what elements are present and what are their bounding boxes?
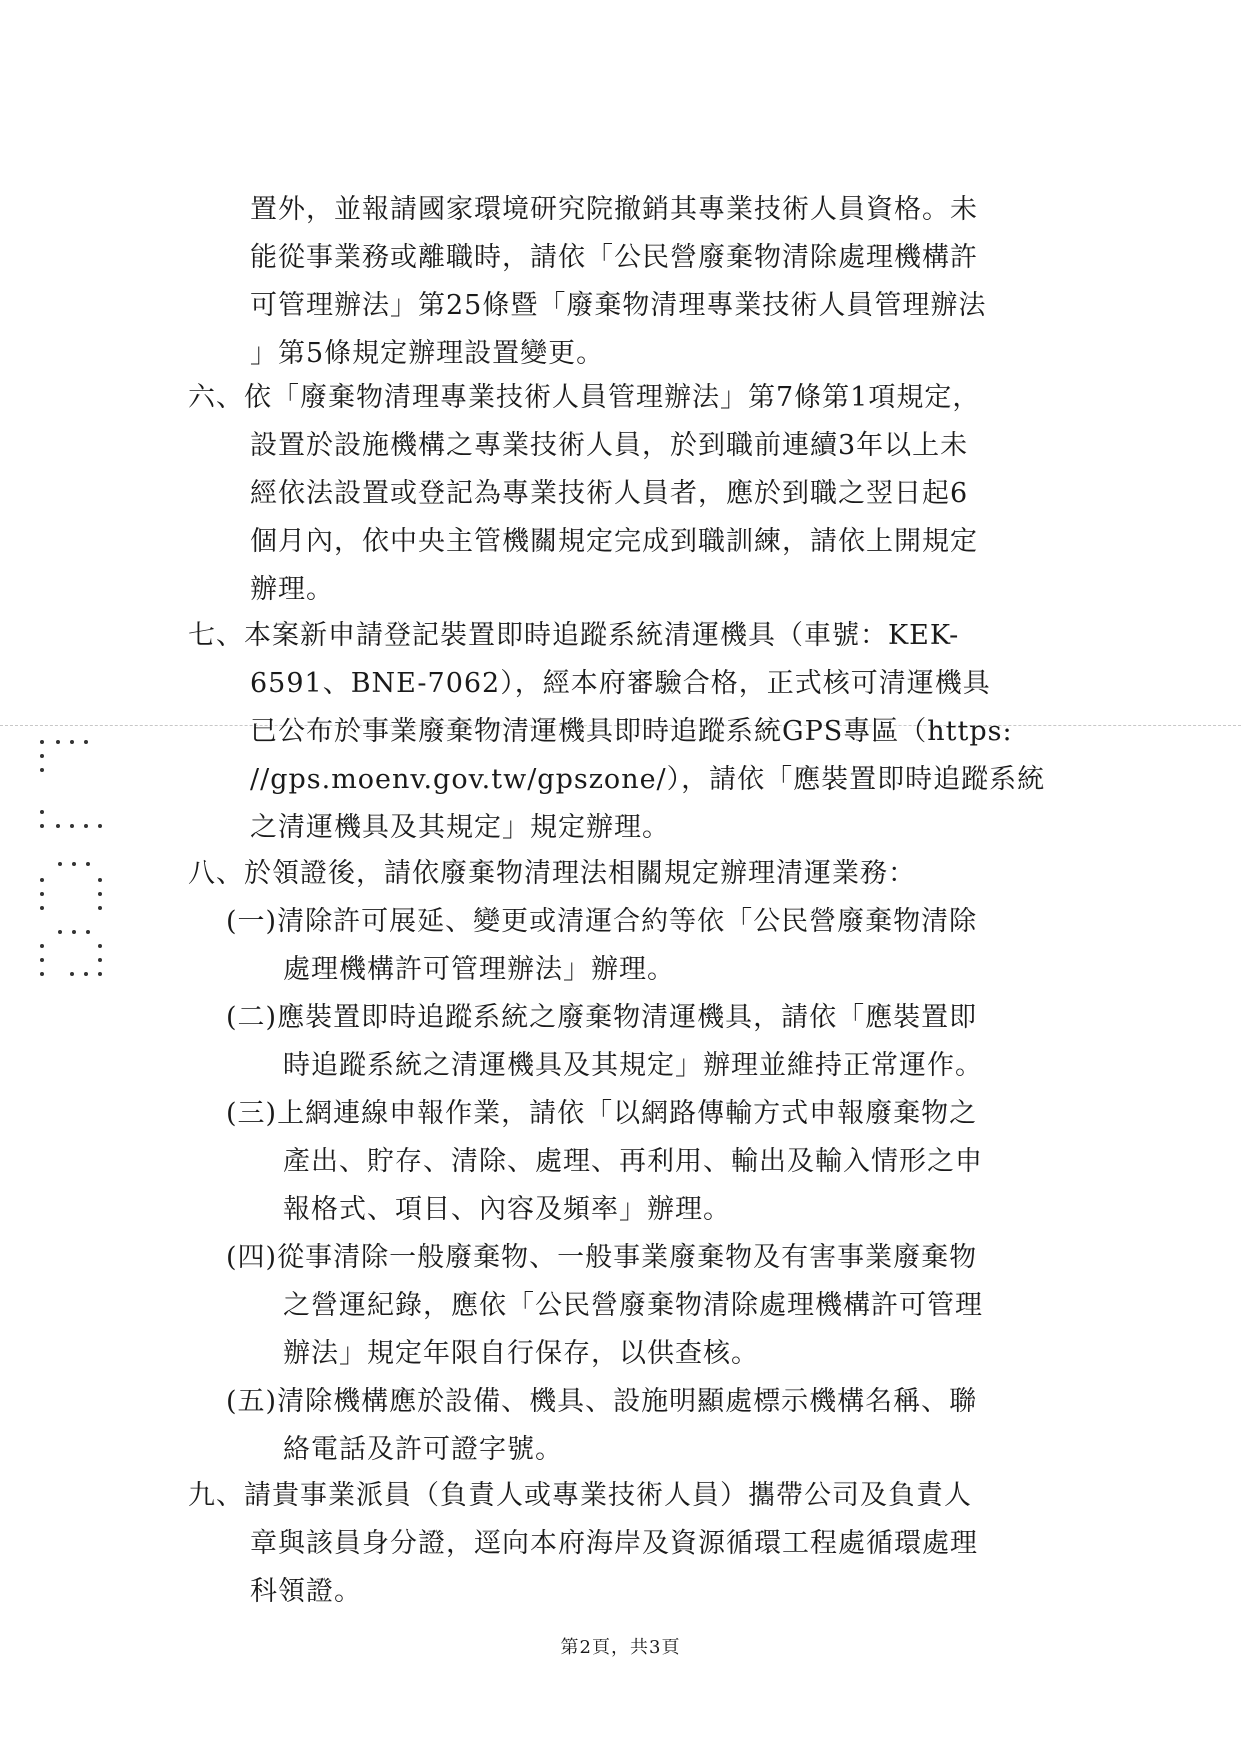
margin-speck bbox=[70, 972, 74, 976]
text-line: 辦理。 bbox=[250, 574, 334, 605]
text-line: 絡電話及許可證字號。 bbox=[283, 1434, 563, 1465]
margin-speck bbox=[84, 740, 88, 744]
text-line: 九、請貴事業派員（負責人或專業技術人員）攜帶公司及負責人 bbox=[188, 1480, 972, 1511]
margin-speck bbox=[40, 958, 44, 962]
text-line: 時追蹤系統之清運機具及其規定」辦理並維持正常運作。 bbox=[283, 1050, 983, 1081]
text-line: //gps.moenv.gov.tw/gpszone/），請依「應裝置即時追蹤系統 bbox=[250, 764, 1046, 795]
binding-hole-marks bbox=[40, 740, 120, 1000]
margin-speck bbox=[98, 824, 102, 828]
margin-speck bbox=[98, 944, 102, 948]
text-line: 章與該員身分證，逕向本府海岸及資源循環工程處循環處理 bbox=[250, 1528, 978, 1559]
text-line: (五)清除機構應於設備、機具、設施明顯處標示機構名稱、聯 bbox=[226, 1386, 978, 1417]
margin-speck bbox=[40, 824, 44, 828]
text-line: 設置於設施機構之專業技術人員，於到職前連續3年以上未 bbox=[250, 430, 969, 461]
margin-speck bbox=[84, 824, 88, 828]
margin-speck bbox=[98, 906, 102, 910]
text-line: 六、依「廢棄物清理專業技術人員管理辦法」第7條第1項規定， bbox=[188, 382, 981, 413]
margin-speck bbox=[40, 944, 44, 948]
margin-speck bbox=[40, 768, 44, 772]
text-line: 置外，並報請國家環境研究院撤銷其專業技術人員資格。未 bbox=[250, 194, 978, 225]
text-line: (二)應裝置即時追蹤系統之廢棄物清運機具，請依「應裝置即 bbox=[226, 1002, 978, 1033]
text-line: (三)上網連線申報作業，請依「以網路傳輸方式申報廢棄物之 bbox=[226, 1098, 978, 1129]
text-line: 七、本案新申請登記裝置即時追蹤系統清運機具（車號：KEK- bbox=[188, 620, 960, 651]
text-line: 能從事業務或離職時，請依「公民營廢棄物清除處理機構許 bbox=[250, 242, 978, 273]
margin-speck bbox=[40, 906, 44, 910]
text-line: 辦法」規定年限自行保存，以供查核。 bbox=[283, 1338, 759, 1369]
text-line: 報格式、項目、內容及頻率」辦理。 bbox=[283, 1194, 731, 1225]
margin-speck bbox=[72, 930, 76, 934]
text-line: (四)從事清除一般廢棄物、一般事業廢棄物及有害事業廢棄物 bbox=[226, 1242, 978, 1273]
margin-speck bbox=[40, 892, 44, 896]
margin-speck bbox=[40, 754, 44, 758]
page-number: 第2頁，共3頁 bbox=[560, 1637, 681, 1658]
text-line: 處理機構許可管理辦法」辦理。 bbox=[283, 954, 675, 985]
margin-speck bbox=[72, 862, 76, 866]
text-line: (一)清除許可展延、變更或清運合約等依「公民營廢棄物清除 bbox=[226, 906, 978, 937]
margin-speck bbox=[40, 878, 44, 882]
text-line: 之營運紀錄，應依「公民營廢棄物清除處理機構許可管理 bbox=[283, 1290, 983, 1321]
margin-speck bbox=[40, 810, 44, 814]
margin-speck bbox=[56, 824, 60, 828]
margin-speck bbox=[40, 740, 44, 744]
text-line: 個月內，依中央主管機關規定完成到職訓練，請依上開規定 bbox=[250, 526, 978, 557]
text-line: 可管理辦法」第25條暨「廢棄物清理專業技術人員管理辦法 bbox=[250, 290, 987, 321]
margin-speck bbox=[98, 972, 102, 976]
margin-speck bbox=[70, 740, 74, 744]
text-line: 科領證。 bbox=[250, 1576, 362, 1607]
text-line: 產出、貯存、清除、處理、再利用、輸出及輸入情形之申 bbox=[283, 1146, 983, 1177]
margin-speck bbox=[56, 740, 60, 744]
margin-speck bbox=[70, 824, 74, 828]
text-line: 已公布於事業廢棄物清運機具即時追蹤系統GPS專區（https: bbox=[250, 716, 1013, 747]
text-line: 之清運機具及其規定」規定辦理。 bbox=[250, 812, 670, 843]
margin-speck bbox=[98, 958, 102, 962]
text-line: 經依法設置或登記為專業技術人員者，應於到職之翌日起6 bbox=[250, 478, 969, 509]
margin-speck bbox=[40, 972, 44, 976]
margin-speck bbox=[58, 930, 62, 934]
margin-speck bbox=[98, 878, 102, 882]
text-line: 八、於領證後，請依廢棄物清理法相關規定辦理清運業務： bbox=[188, 858, 916, 889]
margin-speck bbox=[86, 930, 90, 934]
margin-speck bbox=[86, 862, 90, 866]
text-line: 6591、BNE-7062），經本府審驗合格，正式核可清運機具 bbox=[250, 668, 991, 699]
margin-speck bbox=[98, 892, 102, 896]
text-line: 」第5條規定辦理設置變更。 bbox=[250, 338, 605, 369]
margin-speck bbox=[58, 862, 62, 866]
margin-speck bbox=[84, 972, 88, 976]
